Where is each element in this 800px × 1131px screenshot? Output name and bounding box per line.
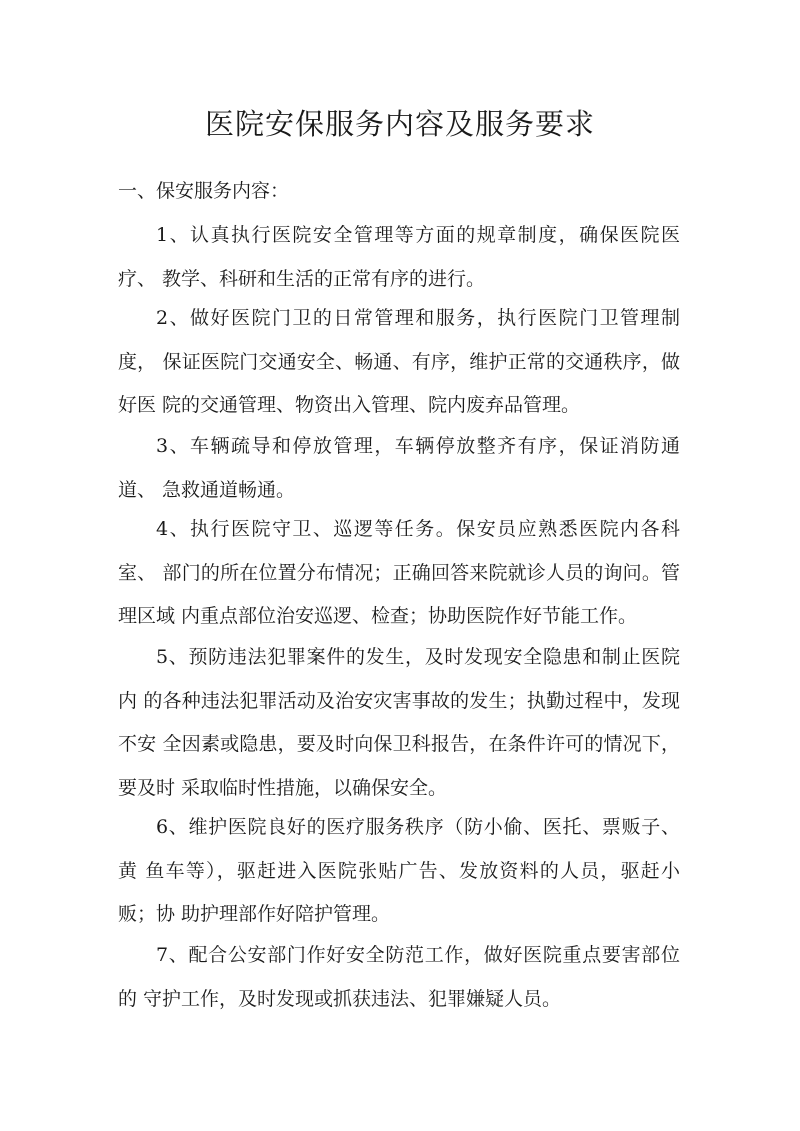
document-title: 医院安保服务内容及服务要求 — [204, 107, 595, 141]
paragraph-7: 7、配合公安部门作好安全防范工作，做好医院重点要害部位的 守护工作，及时发现或抓获违法、犯罪嫌疑人员。 — [118, 944, 680, 1010]
section-heading: 一、保安服务内容： — [118, 180, 290, 202]
paragraph-5: 5、预防违法犯罪案件的发生，及时发现安全隐患和制止医院内 的各种违法犯罪活动及治安灾害事故的发生；执勤过程中，发现不安 全因素或隐患，要及时向保卫科报告，在条件许可的情况下，要及时 采取临时性措施，以确保安全。 — [118, 646, 680, 799]
paragraph-2: 2、做好医院门卫的日常管理和服务，执行医院门卫管理制度， 保证医院门交通安全、畅通、有序，维护正常的交通秩序，做好医 院的交通管理、物资出入管理、院内废弃品管理。 — [118, 307, 680, 416]
paragraph-3: 3、车辆疏导和停放管理，车辆停放整齐有序，保证消防通道、 急救通道畅通。 — [118, 435, 680, 501]
paragraph-1: 1、认真执行医院安全管理等方面的规章制度，确保医院医疗、 教学、科研和生活的正常有序的进行。 — [118, 224, 680, 290]
paragraph-4: 4、执行医院守卫、巡逻等任务。保安员应熟悉医院内各科室、 部门的所在位置分布情况；正确回答来院就诊人员的询问。管理区域 内重点部位治安巡逻、检查；协助医院作好节能工作。 — [118, 518, 680, 627]
paragraph-6: 6、维护医院良好的医疗服务秩序（防小偷、医托、票贩子、黄 鱼车等），驱赶进入医院张贴广告、发放资料的人员，驱赶小贩；协 助护理部作好陪护管理。 — [118, 816, 680, 925]
